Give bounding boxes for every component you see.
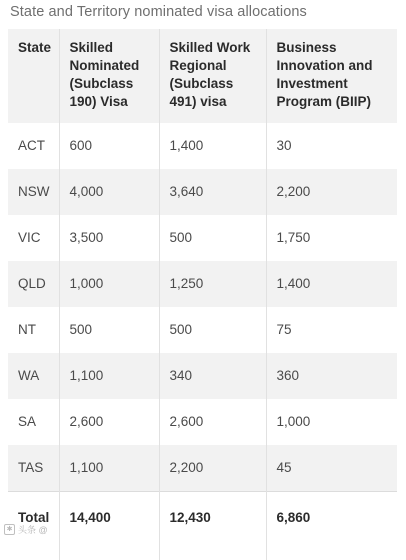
cell-subclass-491: 2,600 — [159, 399, 266, 445]
cell-biip: 1,000 — [266, 399, 397, 445]
table-row — [8, 445, 397, 491]
header-biip: Business Innovation and Investment Program (BIIP) — [266, 29, 397, 123]
cell-state: ACT — [18, 138, 45, 153]
cell-subclass-491: 1,250 — [159, 261, 266, 307]
cell-subclass-491: 340 — [159, 353, 266, 399]
cell-subclass-491: 3,640 — [159, 169, 266, 215]
watermark-text: 头条 @ — [18, 525, 48, 535]
cell-subclass-190: 600 — [59, 123, 159, 169]
cell-state: WA — [8, 353, 59, 399]
header-subclass-190: Skilled Nominated (Subclass 190) Visa — [59, 29, 159, 123]
table-total-row — [8, 491, 397, 560]
cell-state: VIC — [18, 230, 41, 245]
header-subclass-491: Skilled Work Regional (Subclass 491) visa — [159, 29, 266, 123]
cell-subclass-491: 2,200 — [159, 445, 266, 491]
table-row — [8, 123, 397, 169]
table-row — [8, 261, 397, 307]
cell-subclass-190: 1,100 — [59, 445, 159, 491]
cell-biip: 1,750 — [266, 215, 397, 261]
table-row — [8, 215, 397, 261]
cell-biip: 1,400 — [266, 261, 397, 307]
cell-subclass-190: 4,000 — [59, 169, 159, 215]
total-label: Total — [8, 491, 59, 560]
page-title: State and Territory nominated visa allocations — [10, 4, 307, 20]
cell-subclass-491: 1,400 — [159, 123, 266, 169]
cell-state: SA — [18, 414, 37, 429]
cell-biip: 30 — [266, 123, 397, 169]
cell-biip: 75 — [266, 307, 397, 353]
table-row — [8, 307, 397, 353]
total-subclass-491: 12,430 — [159, 491, 266, 560]
visa-allocation-table — [8, 29, 397, 560]
cell-subclass-190: 2,600 — [59, 399, 159, 445]
cell-subclass-190: 500 — [59, 307, 159, 353]
table-header-row — [8, 29, 397, 123]
watermark — [4, 523, 48, 536]
cell-subclass-190: 3,500 — [59, 215, 159, 261]
table-row — [8, 169, 397, 215]
cell-state: NT — [18, 322, 36, 337]
cell-biip: 2,200 — [266, 169, 397, 215]
cell-subclass-190: 1,100 — [59, 353, 159, 399]
cell-state: NSW — [8, 169, 59, 215]
table-row — [8, 399, 397, 445]
cell-biip: 360 — [266, 353, 397, 399]
total-biip: 6,860 — [266, 491, 397, 560]
cell-subclass-491: 500 — [159, 307, 266, 353]
table-row — [8, 353, 397, 399]
cell-subclass-491: 500 — [159, 215, 266, 261]
cell-biip: 45 — [266, 445, 397, 491]
cell-state: TAS — [8, 445, 59, 491]
cell-subclass-190: 1,000 — [59, 261, 159, 307]
watermark-logo-icon: ✱ — [4, 524, 15, 535]
header-state: State — [8, 29, 59, 123]
total-subclass-190: 14,400 — [59, 491, 159, 560]
cell-state: QLD — [8, 261, 59, 307]
